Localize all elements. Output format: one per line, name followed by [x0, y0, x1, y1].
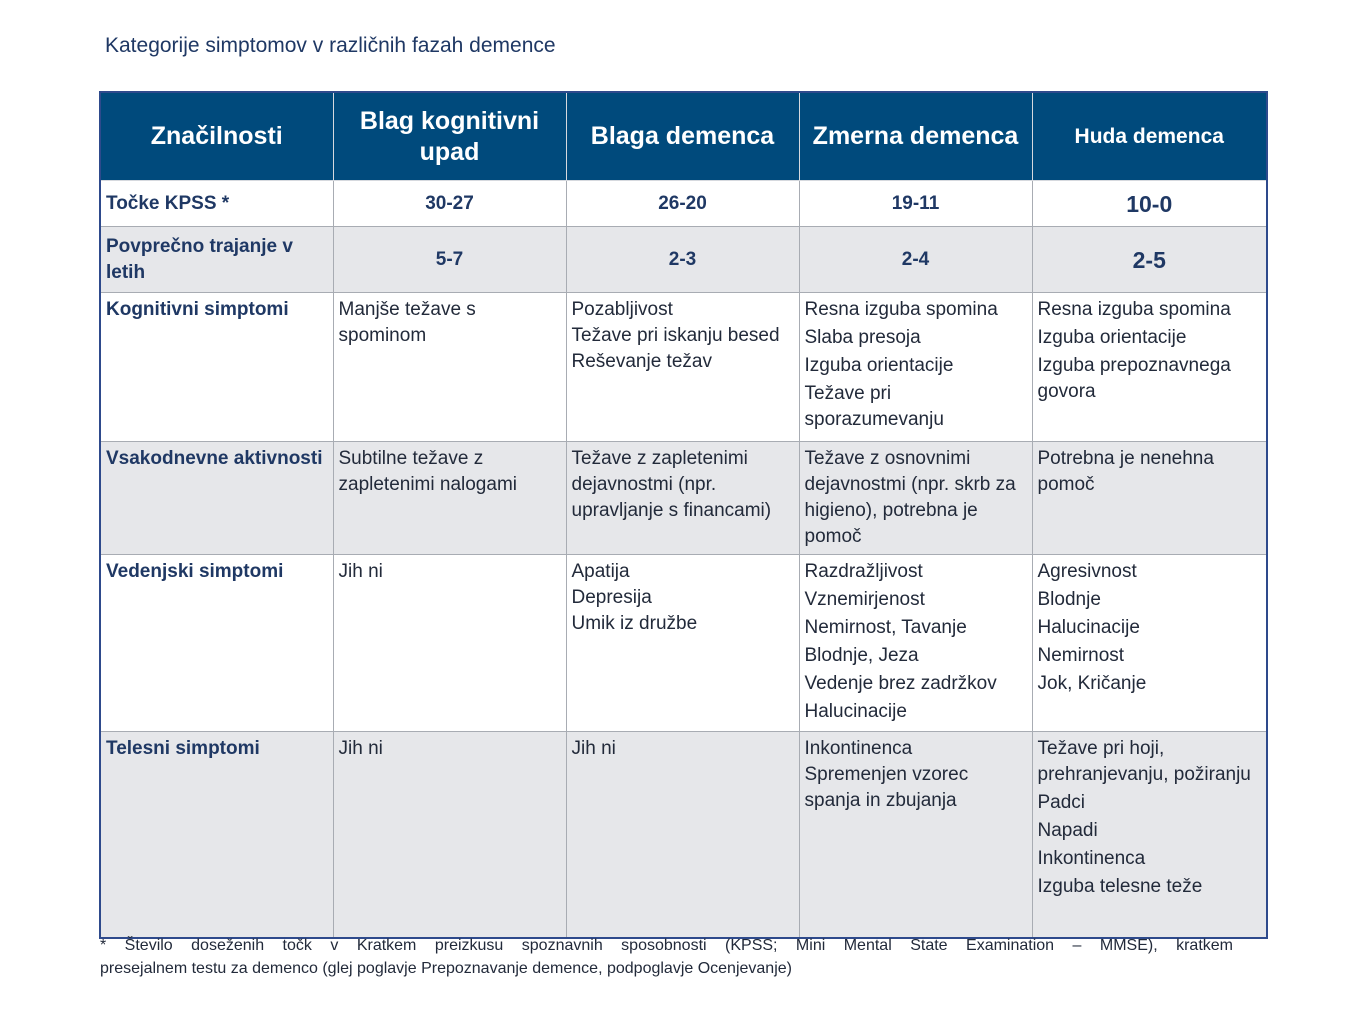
cell-line: Resna izguba spomina [1037, 299, 1231, 320]
row-label: Povprečno trajanje v letih [100, 227, 333, 293]
table-cell: 30-27 [333, 181, 566, 227]
row-label: Vsakodnevne aktivnosti [100, 442, 333, 555]
row-label: Kognitivni simptomi [100, 293, 333, 442]
table-cell: 2-3 [566, 227, 799, 293]
cell-line: Jih ni [338, 738, 383, 759]
cell-line: Jok, Kričanje [1037, 673, 1147, 694]
cell-line: Resna izguba spomina [804, 299, 998, 320]
cell-line: Razdražljivost [804, 561, 923, 582]
cell-line: Manjše težave s spominom [338, 299, 476, 346]
row-label: Telesni simptomi [100, 732, 333, 938]
page-title: Kategorije simptomov v različnih fazah demence [105, 34, 556, 57]
cell-line: Izguba prepoznavnega govora [1037, 355, 1231, 402]
cell-line: Spremenjen vzorec spanja in zbujanja [804, 764, 969, 811]
table-row-kpss-score [100, 181, 1267, 227]
footnote-line: presejalnem testu za demenco (glej poglavje Prepoznavanje demence, podpoglavje Ocenjevanje) [100, 960, 792, 977]
table-cell: 10-0 [1032, 181, 1267, 227]
cell-line: Umik iz družbe [571, 613, 698, 634]
table-cell: 19-11 [799, 181, 1032, 227]
footnote-line: * Število doseženih točk v Kratkem preizkusu spoznavnih sposobnosti (KPSS; Mini Mental State Examination – MMSE), kratkem [100, 937, 1233, 954]
table-row-behavioral-symptoms [100, 555, 1267, 732]
table-cell: 2-5 [1032, 227, 1267, 293]
cell-line: Vznemirjenost [804, 589, 925, 610]
table-cell: 26-20 [566, 181, 799, 227]
symptoms-table [99, 91, 1268, 939]
table-cell [799, 555, 1032, 732]
table-cell [333, 555, 566, 732]
column-header-mild-cognitive-decline: Blag kognitivni upad [333, 92, 566, 181]
table-cell [566, 293, 799, 442]
row-label: Točke KPSS * [100, 181, 333, 227]
column-header-characteristics: Značilnosti [100, 92, 333, 181]
cell-line: Napadi [1037, 820, 1098, 841]
table-cell: Težave z zapletenimi dejavnostmi (npr. upravljanje s financami) [566, 442, 799, 555]
column-header-severe-dementia: Huda demenca [1032, 92, 1267, 181]
table-row-average-duration [100, 227, 1267, 293]
table-cell [1032, 555, 1267, 732]
table-cell: 5-7 [333, 227, 566, 293]
table-cell [566, 732, 799, 938]
cell-line: Blodnje [1037, 589, 1101, 610]
cell-line: Inkontinenca [804, 738, 913, 759]
table-row-cognitive-symptoms [100, 293, 1267, 442]
table-footnote [100, 934, 1233, 980]
cell-line: Agresivnost [1037, 561, 1137, 582]
row-label: Vedenjski simptomi [100, 555, 333, 732]
cell-line: Depresija [571, 587, 652, 608]
cell-line: Apatija [571, 561, 630, 582]
table-cell: Subtilne težave z zapletenimi nalogami [333, 442, 566, 555]
cell-line: Izguba orientacije [804, 355, 954, 376]
cell-line: Izguba telesne teže [1037, 876, 1203, 897]
table-cell [566, 555, 799, 732]
cell-line: Halucinacije [804, 701, 907, 722]
column-header-moderate-dementia: Zmerna demenca [799, 92, 1032, 181]
table-cell: 2-4 [799, 227, 1032, 293]
cell-line: Inkontinenca [1037, 848, 1146, 869]
table-cell [1032, 732, 1267, 938]
table-header-row [100, 92, 1267, 181]
cell-line: Izguba orientacije [1037, 327, 1187, 348]
table-cell [799, 732, 1032, 938]
cell-line: Jih ni [571, 738, 616, 759]
table-row-daily-activities [100, 442, 1267, 555]
table-cell [333, 732, 566, 938]
cell-line: Jih ni [338, 561, 383, 582]
cell-line: Nemirnost, Tavanje [804, 617, 967, 638]
cell-line: Težave pri sporazumevanju [804, 383, 944, 430]
cell-line: Slaba presoja [804, 327, 921, 348]
table-cell [1032, 293, 1267, 442]
cell-line: Težave pri hoji, prehranjevanju, požiranju [1037, 738, 1251, 785]
cell-line: Pozabljivost [571, 299, 673, 320]
cell-line: Reševanje težav [571, 351, 712, 372]
table-row-physical-symptoms [100, 732, 1267, 938]
table-cell [333, 293, 566, 442]
table-cell: Težave z osnovnimi dejavnostmi (npr. skrb za higieno), potrebna je pomoč [799, 442, 1032, 555]
table-cell [799, 293, 1032, 442]
cell-line: Nemirnost [1037, 645, 1125, 666]
cell-line: Blodnje, Jeza [804, 645, 919, 666]
cell-line: Vedenje brez zadržkov [804, 673, 997, 694]
cell-line: Težave pri iskanju besed [571, 325, 780, 346]
cell-line: Halucinacije [1037, 617, 1140, 638]
table-cell: Potrebna je nenehna pomoč [1032, 442, 1267, 555]
cell-line: Padci [1037, 792, 1086, 813]
column-header-mild-dementia: Blaga demenca [566, 92, 799, 181]
